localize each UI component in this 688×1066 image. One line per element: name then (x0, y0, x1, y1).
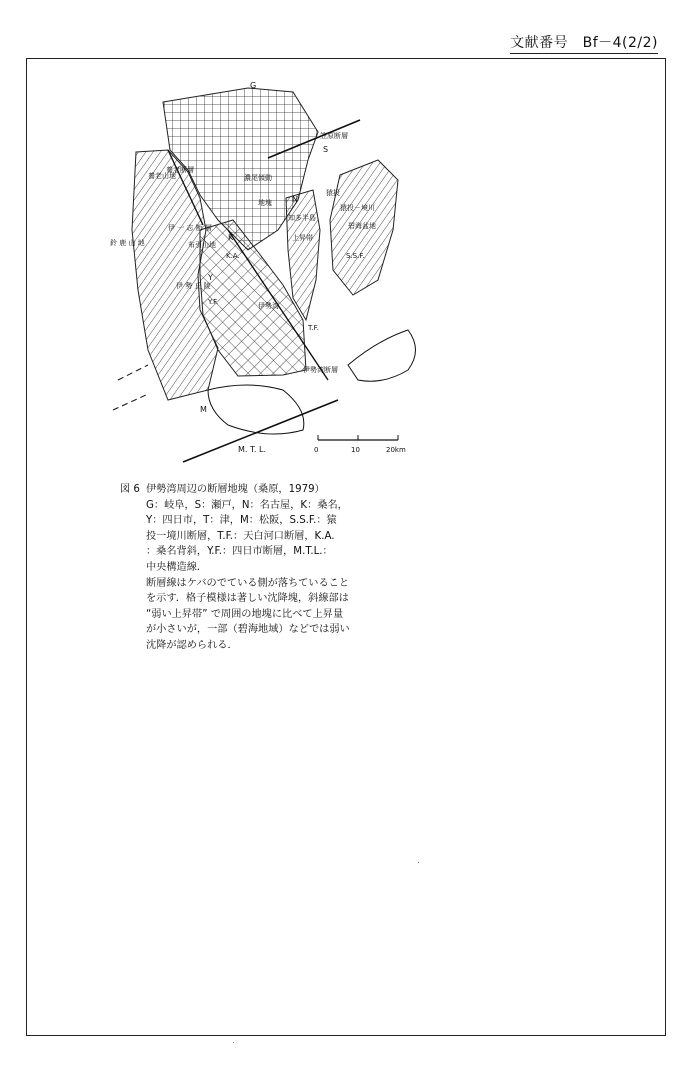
label-noubi-block: 地塊 (258, 199, 272, 207)
caption-line: G：岐阜，S：瀬戸，N：名古屋，K：桑名， (146, 499, 348, 511)
label-k: K (228, 233, 234, 242)
label-yf: Y.F. (208, 298, 219, 306)
ise-bay-coast-east (348, 330, 416, 381)
label-nunobiki: 布引山地 (188, 241, 216, 249)
fault-map-svg (108, 80, 428, 465)
scan-speck (418, 862, 419, 863)
caption-line: 中央構造線． (146, 561, 208, 573)
label-s: S (323, 145, 329, 154)
label-noubi: 濃尾傾動 (244, 174, 272, 182)
caption-line: “弱い上昇帯” で周囲の地塊に比べて上昇量 (146, 608, 344, 620)
scale-bar (314, 435, 406, 454)
label-kasahara: 笠原断層 (320, 132, 348, 140)
scan-speck (233, 1042, 234, 1043)
label-suzuka: 鈴 鹿 山 地 (110, 239, 145, 247)
caption-line: が小さいが，一部（碧海地域）などでは弱い (146, 624, 350, 636)
caption-line: 沈降が認められる． (146, 639, 238, 651)
figure-title: 伊勢湾周辺の断層地塊（桑原，1979） (146, 484, 325, 495)
scale-label-20km: 20km (386, 446, 406, 454)
label-n: N (292, 195, 298, 204)
label-sanage: 猿投 (326, 189, 340, 197)
label-ssf: S.S.F. (346, 252, 365, 260)
figure-number: 図 6 (120, 484, 140, 495)
label-y: Y (208, 273, 213, 282)
label-ka: K.A. (226, 252, 240, 260)
scale-label-10: 10 (351, 446, 360, 454)
label-chita: 知多半島 (288, 214, 316, 222)
dashed-fault-west (113, 365, 148, 410)
label-isewan: 伊勢湾 (258, 302, 279, 310)
label-yoro-mtn: 養老山地 (148, 172, 176, 180)
label-hekikai: 碧海盆地 (348, 222, 376, 230)
label-ise-ichishi: 伊 一 志 断 層 (168, 224, 212, 232)
label-tf: T.F. (308, 324, 319, 332)
caption-line: 断層線はケバのでている側が落ちていること (146, 577, 350, 589)
label-mtl: M. T. L. (238, 445, 267, 454)
label-sanage-sakaigawa: 猿投－境川 (340, 204, 375, 212)
caption-line: ：桑名背斜，Y.F.：四日市断層，M.T.L.： (146, 546, 333, 558)
label-ise-kyuryo: 伊 勢 丘 陵 (176, 282, 211, 290)
figure-caption (120, 482, 420, 654)
scale-label-0: 0 (314, 446, 319, 454)
label-g: G (250, 81, 257, 90)
caption-line: を示す．格子模様は著しい沈降塊，斜線部は (146, 593, 349, 605)
caption-line: 投一境川断層，T.F.：天白河口断層，K.A. (146, 530, 335, 542)
label-joushou: 上昇帯 (292, 234, 313, 242)
ise-bay-coast (208, 385, 304, 434)
document-number: 文献番号 Bf－4(2/2) (510, 32, 658, 54)
label-yoro-fault: 養老断層 (166, 166, 194, 174)
caption-title-row (120, 482, 420, 498)
fault-block-map (108, 80, 428, 465)
label-m: M (200, 405, 207, 414)
caption-line: Y：四日市，T：津，M：松阪，S.S.F.：猿 (146, 515, 337, 527)
caption-body (146, 498, 420, 654)
label-isewan-fault: 伊勢湾断層 (303, 366, 338, 374)
